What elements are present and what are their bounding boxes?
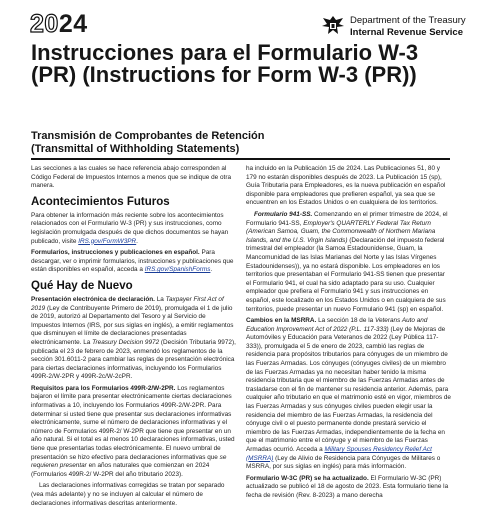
- heading-future-developments: Acontecimientos Futuros: [31, 195, 170, 208]
- msrra-paragraph: Cambios en la MSRRA. La sección 18 de la Veterans Auto and Education Improvement Act of 2022 (P.L. 117-333) (Ley de Mejoras de Automóviles y Educación para Veteranos de 2022 (Ley Pública 117-333)), promulgada el 5 de enero de 2023, cambió las reglas de residencia para propósitos tributarios para cónyuges de un miembro de las Fuerzas Armadas. Los cónyuges (cónyuges civiles) de un miembro de las Fuerzas Armadas ya no necesitan haber tenido la misma residencia tributaria que el miembro de las Fuerzas Armadas antes de trasladarse con el fin de mantener su residencia anterior. Además, para cualquier año tributario en que el matrimonio esté en vigor, miembros de las Fuerzas Armadas y sus cónyuges civiles pueden elegir usar la residencia del miembro de las Fuerzas Armadas, la residencia del cónyuge civil o el puesto permanente donde prestará servicio el miembro de las Fuerzas Armadas, independientemente de la fecha en que el matrimonio entre el cónyuge y el miembro de las Fuerzas Armadas ocurrió. Acceda a Military Spouses Residency Relief Act (MSRRA) (Ley de Alivio de Residencia para Cónyuges de Militares o MSRRA, por sus siglas en inglés) para más información.: [246, 317, 451, 471]
- link-irs-formw3pr[interactable]: IRS.gov/FormW3PR: [78, 237, 137, 245]
- form-w3c-paragraph: Formulario W-3C (PR) se ha actualizado. El Formulario W-3C (PR) actualizado se publicó el 18 de agosto de 2023. Esta formulario tiene la fecha de revisión (Rev. 8-2023) a mano derecha: [246, 474, 449, 499]
- heading-whats-new: Qué Hay de Nuevo: [31, 279, 133, 292]
- link-irs-spanishforms[interactable]: IRS.gov/SpanishForms: [144, 266, 211, 274]
- link-msrra[interactable]: Military Spouses Residency Relief Act (MSRRA): [246, 446, 432, 462]
- requirements-paragraph: Requisitos para los Formularios 499R-2/W-2PR. Los reglamentos bajaron el límite para presentar electrónicamente ciertas declaraciones informativas a 10, incluyendo los Formularios 499R-2/W-2PR. Para determinar si usted tiene que presentar sus declaraciones informativas electrónicamente, sume el número de declaraciones informativas y el número de Formularios 499R-2/ W-2PR que tiene que presentar en un año natural. Si el total es al menos 10 declaraciones informativas, usted tiene que presentarlas todas electrónicamente. El nuevo umbral de presentación se hizo efectivo para declaraciones informativas que se requieren presentar en años naturales que comienzan en 2024 (Formularios 499R-2/ W-2PR del año tributario 2023).: [31, 384, 235, 478]
- intro-paragraph: Las secciones a las cuales se hace referencia abajo corresponden al Código Federal de Impuestos Internos a menos que se indique de otra manera.: [31, 165, 232, 190]
- left-column: [31, 165, 236, 511]
- electronic-filing-paragraph: Presentación electrónica de declaración. La Taxpayer First Act of 2019 (Ley de Contribuyente Primero de 2019), promulgada el 1 de julio de 2019, autorizó al Departamento del Tesoro y al Servicio de Impuestos Internos (IRS, por sus siglas en inglés), a emitir reglamentos que disminuyen el límite de declaraciones presentadas electrónicamente. La Treasury Decision 9972 (Decisión Tributaria 9972), publicada el 23 de febrero de 2023, enmendó los reglamentos de la sección 301.6011-2 para cambiar las reglas de presentación electrónica para ciertas declaraciones informativas, incluyendo los Formularios 499R-2/W-2PR y 499R-2c/W-2cPR.: [31, 295, 236, 381]
- tax-year-outline-digits: 20: [30, 10, 59, 38]
- agency-irs: Internal Revenue Service: [350, 27, 463, 38]
- publication-15-paragraph: ha incluido en la Publicación 15 de 2024. Las Publicaciones 51, 80 y 179 no estarán disponibles después de 2023. La Publicación 15 (sp), Guía Tributaria para Empleadores, es la nueva publicación en español disponible para empleadores que prefieren español, ya sea que se encuentren en los Estados Unidos o en cualquiera de los territorios.: [246, 165, 446, 207]
- corrected-returns-paragraph: Las declaraciones informativas corregidas se tratan por separado (vea más adelante) y no se incluyen al calcular el número de declaraciones informativas descritas anteriormente.: [31, 482, 225, 507]
- future-developments-paragraph: Para obtener la información más reciente sobre los acontecimientos relacionados con el Formulario W-3 (PR) y sus instrucciones, como legislación promulgada después de que dichos documentos se hayan publicado, visite IRS.gov/FormW3PR.: [31, 211, 229, 245]
- agency-block: [350, 15, 466, 39]
- subtitle-spanish: Transmisión de Comprobantes de Retención: [31, 130, 265, 142]
- title-divider: [31, 158, 450, 160]
- subtitle-english: (Transmittal of Withholding Statements): [31, 143, 240, 155]
- document-title: Instrucciones para el Formulario W-3 (PR) (Instructions for Form W-3 (PR)): [31, 40, 419, 87]
- tax-year-solid-digits: 24: [58, 10, 88, 38]
- agency-department: Department of the Treasury: [350, 15, 466, 26]
- tax-year: [30, 12, 88, 37]
- right-column: [246, 165, 451, 504]
- irs-eagle-logo-icon: [321, 14, 345, 38]
- forms-spanish-paragraph: Formularios, instrucciones y publicaciones en español. Para descargar, ver o imprimir formularios, instrucciones y publicaciones que están disponibles en español, acceda a IRS.gov/SpanishForms.: [31, 249, 234, 274]
- form-941ss-paragraph: Formulario 941-SS. Comenzando en el primer trimestre de 2024, el Formulario 941-SS, Employer's QUARTERLY Federal Tax Return (American Samoa, Guam, the Commonwealth of Northern Mariana Islands, and the U.S. Virgin Islands) (Declaración del impuesto federal trimestral del empleador (la Samoa Estadounidense, Guam, la Mancomunidad de las Islas Marianas del Norte y las Islas Vírgenes Estadounidenses)), ya no estará disponible. Los empleadores en los territorios que presentaban el Formulario 941-SS tienen que presentar el Formulario 941, el cual ha sido adaptado para su uso. Cualquier empleador que prefiera el Formulario 941 y sus instrucciones en español, este localizado en los Estados Unidos o en cualquiera de sus territorios, puede presentar un nuevo Formulario 941 (sp) en español.: [246, 210, 448, 313]
- document-subtitle: [31, 130, 451, 156]
